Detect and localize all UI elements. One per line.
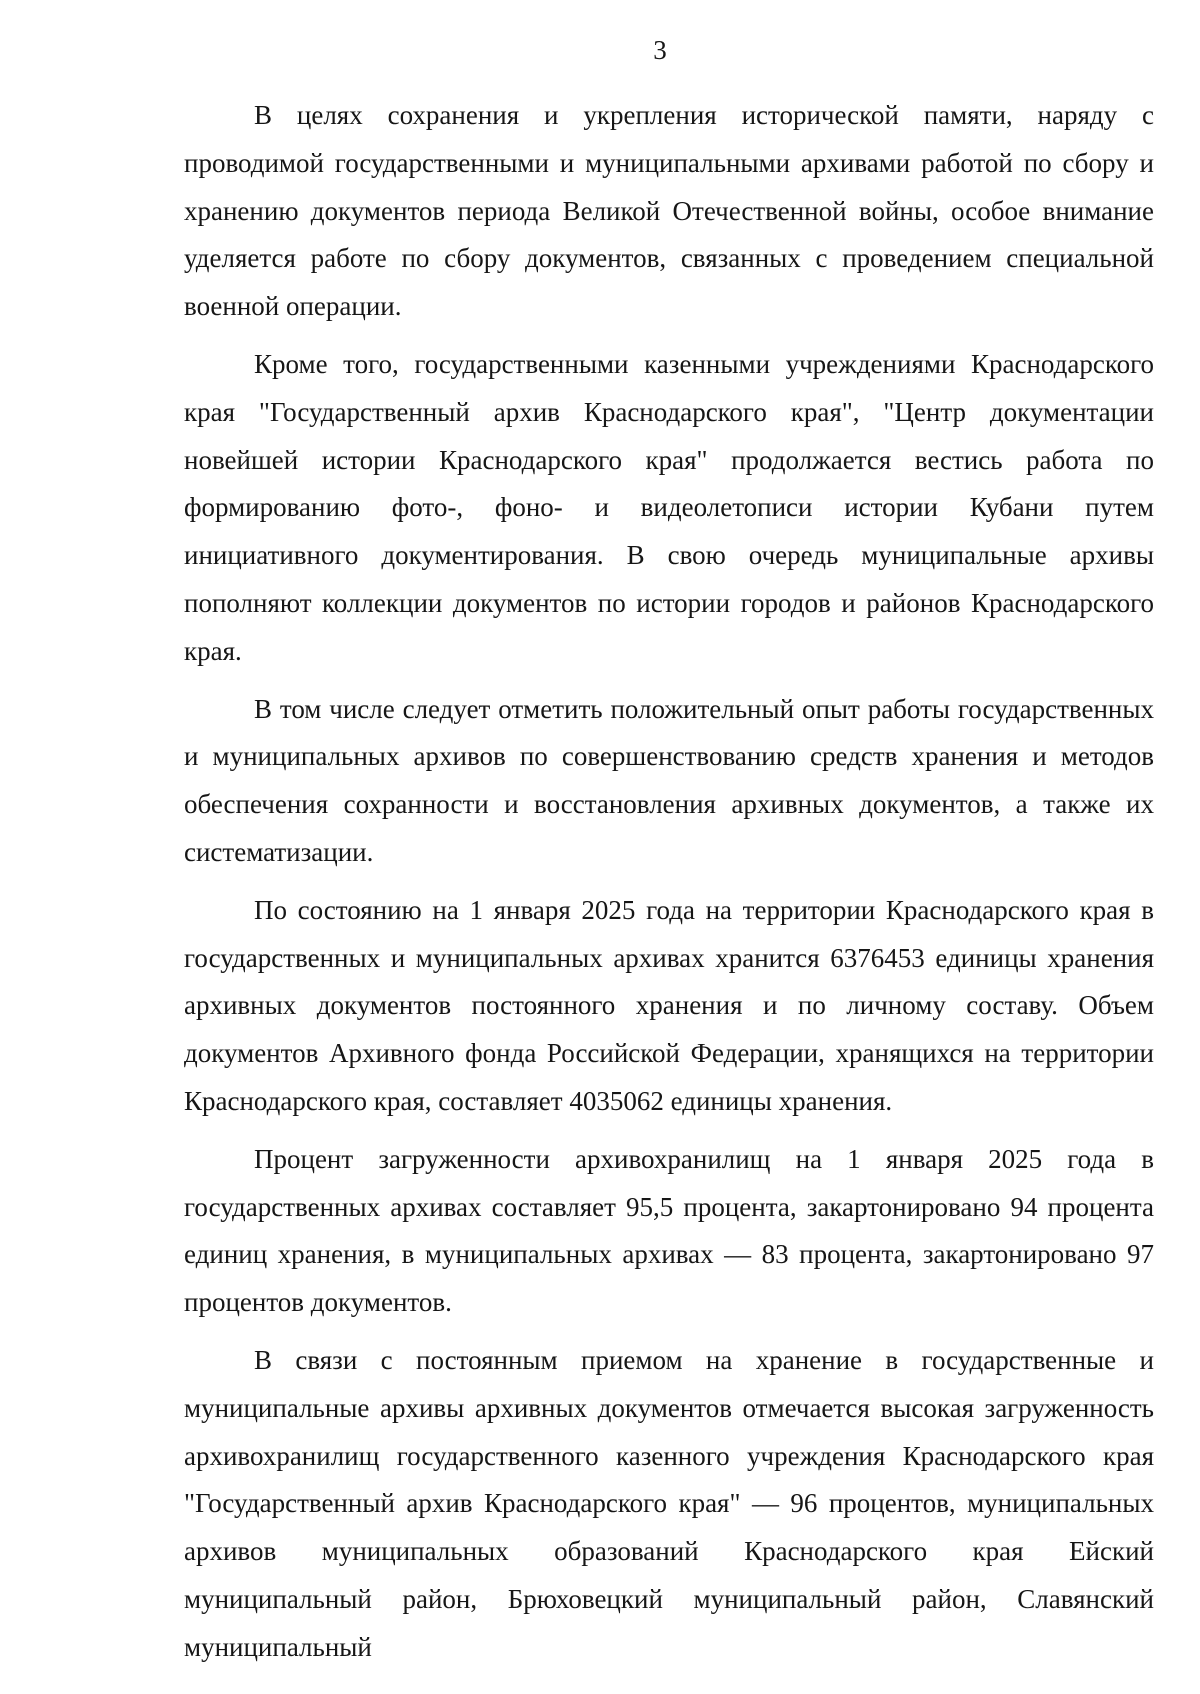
paragraph-storage-methods: В том числе следует отметить положительный опыт работы государственных и муниципальных архивов по совершенствованию средств хранения и методов обеспечения сохранности и восстановления архивных документов, а также их систематизации. — [184, 693, 1154, 867]
paragraph-storage-load: Процент загруженности архивохранилищ на 1 января 2025 года в государственных архивах составляет 95,5 процента, закартонировано 94 процента единиц хранения, в муниципальных архивах — 83 процента, закартонировано 97 процентов документов. — [184, 1143, 1154, 1318]
document-body — [184, 92, 1154, 1682]
paragraph-storage-units: По состоянию на 1 января 2025 года на территории Краснодарского края в государственных и муниципальных архивах хранится 6376453 единицы хранения архивных документов постоянного хранения и по личному составу. Объем документов Архивного фонда Российской Федерации, хранящихся на территории Краснодарского края, составляет 4035062 единицы хранения. — [184, 894, 1154, 1116]
paragraph-high-load: В связи с постоянным приемом на хранение в государственные и муниципальные архивы архивных документов отмечается высокая загруженность архивохранилищ государственного казенного учреждения Краснодарского края "Государственный архив Краснодарского края" — 96 процентов, муниципальных архивов муниципальных образований Краснодарского края Ейский муниципальный район, Брюховецкий муниципальный район, Славянский муниципальный — [184, 1344, 1154, 1662]
paragraph-historical-memory: В целях сохранения и укрепления исторической памяти, наряду с проводимой государственными и муниципальными архивами работой по сбору и хранению документов периода Великой Отечественной войны, особое внимание уделяется работе по сбору документов, связанных с проведением специальной военной операции. — [184, 100, 1154, 322]
page-number: 3 — [653, 35, 667, 65]
paragraph-chronicle-documentation: Кроме того, государственными казенными учреждениями Краснодарского края "Государственный архив Краснодарского края", "Центр документации новейшей истории Краснодарского края" продолжается вестись работа по формированию фото-, фоно- и видеолетописи истории Кубани путем инициативного документирования. В свою очередь муниципальные архивы пополняют коллекции документов по истории городов и районов Краснодарского края. — [184, 348, 1154, 666]
